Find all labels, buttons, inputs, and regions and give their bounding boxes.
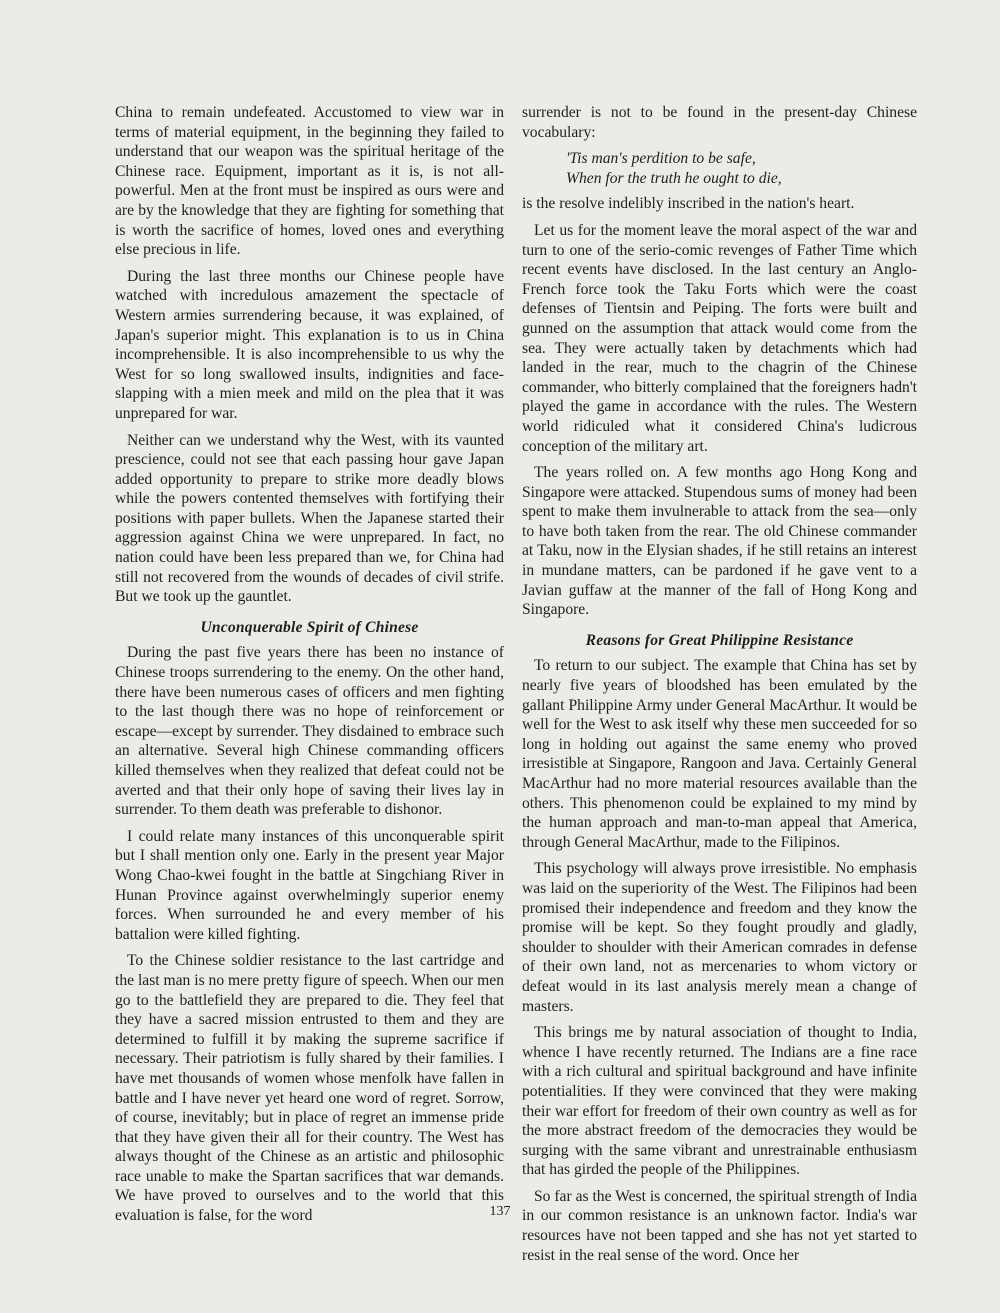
paragraph: Neither can we understand why the West, with its vaunted prescience, could not see that each passing hour gave Japan added opportunity to prepare to strike more deadly blows while the powers contented themselves with fortifying their positions with paper bullets. When the Japanese started their aggression against China we were unprepared. In fact, no nation could have been less prepared than we, for China had still not recovered from the wounds of decades of civil strife. But we took up the gauntlet. — [115, 431, 504, 606]
paragraph: This brings me by natural association of thought to India, whence I have recently returned. The Indians are a fine race with a rich cultural and spiritual background and have infinite potentialities. If they were convinced that they were making their war effort for freedom of their own country as well as for the more abstract freedom of the democracies they would be surging with the same vibrant and unrestrainable enthusiasm that has girded the people of the Philippines. — [522, 1024, 917, 1179]
left-column — [115, 103, 504, 1233]
section-heading: Unconquerable Spirit of Chinese — [200, 618, 419, 636]
verse-line: 'Tis man's perdition to be safe, — [566, 150, 756, 168]
verse-line: When for the truth he ought to die, — [566, 169, 782, 187]
paragraph: To return to our subject. The example that China has set by nearly five years of bloodshed has been emulated by the gallant Philippine Army under General MacArthur. It would be well for the West to ask itself why these men succeeded for so long in holding out against the same enemy who proved irresistible at Singapore, Rangoon and Java. Certainly General MacArthur had no more material resources available than the others. This phenomenon could be explained to my mind by the human approach and man-to-man appeal that America, through General MacArthur, made to the Filipinos. — [522, 657, 917, 851]
right-column — [522, 103, 917, 1272]
paragraph: Let us for the moment leave the moral aspect of the war and turn to one of the serio-comic revenges of Father Time which recent events have disclosed. In the last century an Anglo-French force took the Taku Forts which were the coast defenses of Tientsin and Peiping. The forts were built and gunned on the assumption that attack would come from the sea. They were actually taken by detachments which had landed in the rear, much to the chagrin of the Chinese commander, who bitterly complained that the foreigners hadn't played the game in accordance with the rules. The Western world ridiculed what it considered China's ludicrous conception of the military art. — [522, 221, 917, 455]
paragraph: This psychology will always prove irresistible. No emphasis was laid on the superiority of the West. The Filipinos had been promised their independence and freedom and they know the promise will be kept. So they fought proudly and gladly, shoulder to shoulder with their American comrades in defense of their own land, not as mercenaries to whom victory or defeat would in its last analysis merely mean a change of masters. — [522, 860, 917, 1015]
paragraph: During the past five years there has been no instance of Chinese troops surrendering to the enemy. On the other hand, there have been numerous cases of officers and men fighting to the last though there was no hope of reinforcement or escape—except by surrender. They disdained to embrace such an alternative. Several high Chinese commanding officers killed themselves when they realized that defeat could not be averted and that their only hope of saving their lives lay in surrender. To them death was preferable to dishonor. — [115, 644, 504, 819]
verse-quote — [522, 149, 917, 188]
paragraph: surrender is not to be found in the present-day Chinese vocabulary: — [522, 104, 917, 141]
page-number: 137 — [489, 1204, 511, 1219]
paragraph: So far as the West is concerned, the spiritual strength of India in our common resistance is an unknown factor. India's war resources have not been tapped and she has not yet started to resist in the real sense of the word. Once her — [522, 1187, 917, 1264]
paragraph: To the Chinese soldier resistance to the last cartridge and the last man is no mere pretty figure of speech. When our men go to the battlefield they are prepared to die. They feel that they have a sacred mission entrusted to them and they are determined to fulfill it by making the supreme sacrifice if necessary. Their patriotism is fully shared by their families. I have met thousands of women whose menfolk have fallen in battle and I have never yet heard one word of regret. Sorrow, of course, inevitably; but in place of regret an immense pride that they have given their all for their country. The West has always thought of the Chinese as an artistic and philosophic race unable to make the Spartan sacrifices that war demands. We have proved to ourselves and to the world that this evaluation is false, for the word — [115, 952, 504, 1225]
paragraph: is the resolve indelibly inscribed in the nation's heart. — [522, 195, 855, 213]
paragraph: I could relate many instances of this unconquerable spirit but I shall mention only one. Early in the present year Major Wong Chao-kwei fought in the battle at Singchiang River in Hunan Province against overwhelmingly superior enemy forces. When surrounded he and every member of his battalion were killed fighting. — [115, 827, 504, 943]
paragraph: China to remain undefeated. Accustomed to view war in terms of material equipment, in the beginning they failed to understand that our weapon was the spiritual heritage of the Chinese race. Equipment, important as it is, is not all-powerful. Men at the front must be inspired as ours were and are by the knowledge that they are fighting for something that is worth the sacrifice of homes, loved ones and everything else precious in life. — [115, 104, 504, 259]
section-heading: Reasons for Great Philippine Resistance — [585, 631, 854, 649]
paragraph: During the last three months our Chinese people have watched with incredulous amazement the spectacle of Western armies surrendering because, it was explained, of Japan's superior might. This explanation is to us in China incomprehensible. It is also incomprehensible to us why the West for so long swallowed insults, indignities and face-slapping with a mien meek and mild on the plea that it was unprepared for war. — [115, 267, 504, 422]
paragraph: The years rolled on. A few months ago Hong Kong and Singapore were attacked. Stupendous sums of money had been spent to make them invulnerable to attack from the sea—only to have both taken from the rear. The old Chinese commander at Taku, now in the Elysian shades, if he still retains an interest in mundane matters, can be pardoned if he gave vent to a Javian guffaw at the manner of the fall of Hong Kong and Singapore. — [522, 464, 917, 619]
